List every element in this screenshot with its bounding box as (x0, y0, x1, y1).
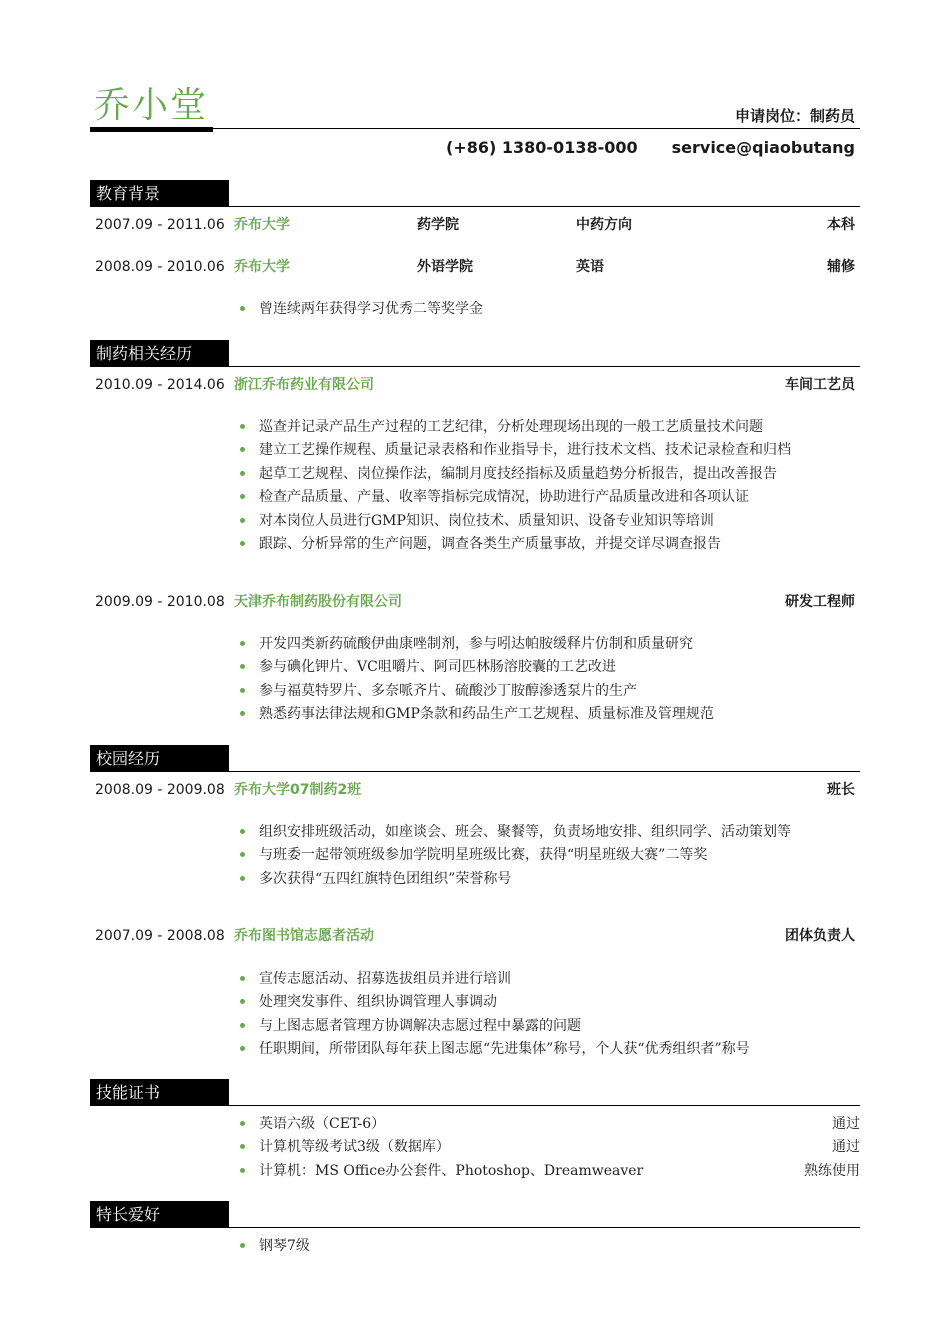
list-item: 参与碘化钾片、VC咀嚼片、阿司匹林肠溶胶囊的工艺改进 (234, 658, 856, 676)
school-name: 乔布大学 (234, 259, 290, 275)
section-rule (229, 771, 860, 772)
degree: 辅修 (827, 259, 855, 275)
campus-bullets (234, 970, 856, 1064)
org-name: 乔布图书馆志愿者活动 (234, 928, 374, 944)
college-name: 外语学院 (417, 259, 473, 275)
list-item: 对本岗位人员进行GMP知识、岗位技术、质量知识、设备专业知识等培训 (234, 512, 856, 530)
company-name: 天津乔布制药股份有限公司 (234, 594, 402, 610)
skill-name: 计算机：MS Office办公套件、Photoshop、Dreamweaver (259, 1162, 644, 1179)
applied-position: 申请岗位：制药员 (734, 107, 855, 125)
entry-date: 2008.09 - 2010.06 (95, 259, 225, 275)
skill-item (234, 1138, 860, 1156)
name-underline-bar (90, 127, 213, 132)
section-rule (229, 206, 860, 207)
phone-number: (+86) 1380-0138-000 (446, 138, 638, 157)
campus-entry (90, 927, 860, 967)
skill-level: 通过 (832, 1116, 860, 1132)
list-item: 钢琴7级 (234, 1237, 856, 1255)
skill-item (234, 1162, 860, 1180)
skill-name: 计算机等级考试3级（数据库） (259, 1139, 450, 1156)
section-rule (229, 1227, 860, 1228)
education-entry (90, 216, 860, 256)
list-item: 开发四类新药硫酸伊曲康唑制剂，参与吲达帕胺缓释片仿制和质量研究 (234, 635, 856, 653)
section-title-education: 教育背景 (90, 180, 229, 207)
candidate-name: 乔小堂 (94, 85, 209, 126)
job-entry (90, 593, 860, 633)
school-name: 乔布大学 (234, 217, 290, 233)
section-rule (229, 366, 860, 367)
skill-name: 英语六级（CET-6） (259, 1116, 386, 1132)
org-name: 乔布大学07制药2班 (234, 782, 362, 798)
campus-role: 团体负责人 (785, 928, 855, 944)
list-item: 检查产品质量、产量、收率等指标完成情况，协助进行产品质量改进和各项认证 (234, 488, 856, 506)
entry-date: 2007.09 - 2008.08 (95, 928, 225, 944)
college-name: 药学院 (417, 217, 459, 233)
job-role: 研发工程师 (785, 594, 855, 610)
list-item: 宣传志愿活动、招募选拔组员并进行培训 (234, 970, 856, 988)
skill-level: 通过 (832, 1139, 860, 1156)
major-name: 英语 (576, 259, 604, 275)
entry-date: 2007.09 - 2011.06 (95, 217, 225, 233)
list-item: 起草工艺规程、岗位操作法，编制月度技经指标及质量趋势分析报告，提出改善报告 (234, 465, 856, 483)
list-item: 任职期间，所带团队每年获上图志愿“先进集体”称号，个人获“优秀组织者”称号 (234, 1040, 856, 1058)
list-item: 熟悉药事法律法规和GMP条款和药品生产工艺规程、质量标准及管理规范 (234, 705, 856, 723)
company-name: 浙江乔布药业有限公司 (234, 377, 374, 393)
entry-date: 2010.09 - 2014.06 (95, 377, 225, 393)
section-title-experience: 制药相关经历 (90, 340, 229, 367)
job-role: 车间工艺员 (785, 377, 855, 393)
section-title-campus: 校园经历 (90, 745, 229, 772)
campus-role: 班长 (827, 782, 855, 798)
section-title-skills: 技能证书 (90, 1079, 229, 1106)
education-bullets (234, 300, 856, 323)
section-rule (229, 1105, 860, 1106)
entry-date: 2008.09 - 2009.08 (95, 782, 225, 798)
job-bullets (234, 635, 856, 729)
list-item: 处理突发事件、组织协调管理人事调动 (234, 993, 856, 1011)
job-entry (90, 376, 860, 416)
list-item: 与班委一起带领班级参加学院明星班级比赛，获得“明星班级大赛”二等奖 (234, 846, 856, 864)
campus-entry (90, 781, 860, 821)
job-bullets (234, 418, 856, 558)
major-name: 中药方向 (576, 217, 632, 233)
email-address: service@qiaobutang (671, 138, 855, 157)
campus-bullets (234, 823, 856, 893)
contact-info (446, 138, 855, 158)
list-item: 与上图志愿者管理方协调解决志愿过程中暴露的问题 (234, 1017, 856, 1035)
list-item: 组织安排班级活动，如座谈会、班会、聚餐等，负责场地安排、组织同学、活动策划等 (234, 823, 856, 841)
list-item: 跟踪、分析异常的生产问题，调查各类生产质量事故，并提交详尽调查报告 (234, 535, 856, 553)
list-item: 多次获得“五四红旗特色团组织”荣誉称号 (234, 870, 856, 888)
skill-item (234, 1115, 860, 1133)
header-divider (213, 128, 860, 129)
list-item: 曾连续两年获得学习优秀二等奖学金 (234, 300, 856, 318)
list-item: 巡查并记录产品生产过程的工艺纪律，分析处理现场出现的一般工艺质量技术问题 (234, 418, 856, 436)
skills-list (234, 1115, 860, 1185)
hobbies-list (234, 1237, 856, 1260)
skill-level: 熟练使用 (804, 1162, 860, 1179)
entry-date: 2009.09 - 2010.08 (95, 594, 225, 610)
degree: 本科 (827, 217, 855, 233)
list-item: 建立工艺操作规程、质量记录表格和作业指导卡，进行技术文档、技术记录检查和归档 (234, 441, 856, 459)
section-title-hobbies: 特长爱好 (90, 1201, 229, 1228)
resume-page (90, 0, 860, 1344)
education-entry (90, 258, 860, 298)
list-item: 参与福莫特罗片、多奈哌齐片、硫酸沙丁胺醇渗透泵片的生产 (234, 682, 856, 700)
